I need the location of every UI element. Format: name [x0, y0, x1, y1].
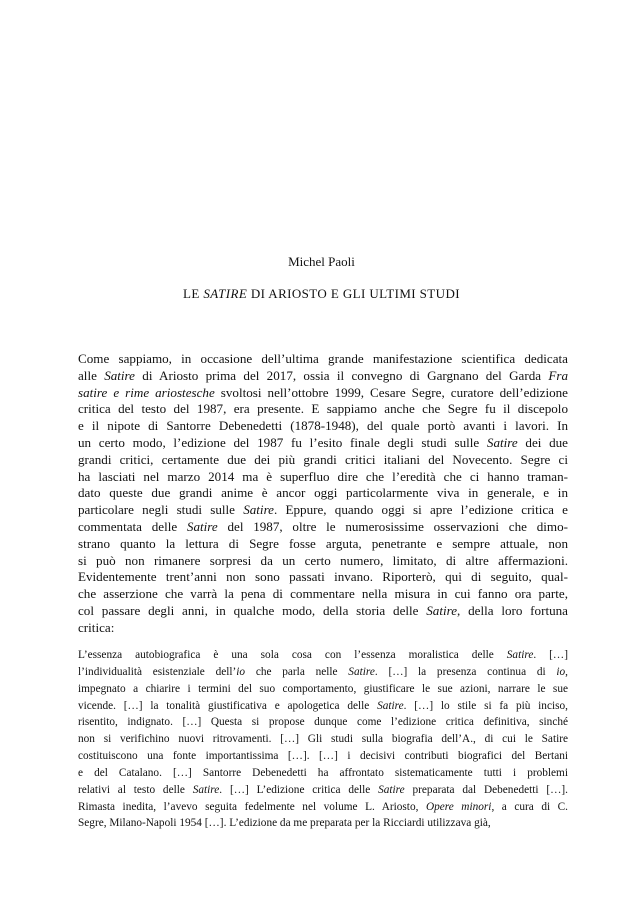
paragraph-line: grandi critici, certamente due dei più grandi critici italiani del Novecento. Segre ci — [78, 451, 568, 467]
quote-line: costituiscono una fonte importantissima […]. […] i decisivi contributi biografici del Bertani — [78, 750, 568, 763]
paragraph-line: e il nipote di Santorre Debenedetti (1878-1948), del quale portò avanti i lavori. In — [78, 418, 568, 434]
paragraph-line: Evidentemente trent’anni non sono passati invano. Riporterò, qui di seguito, qual- — [78, 569, 568, 585]
paragraph-line: col passare degli anni, in qualche modo, della storia delle Satire, della loro fortuna — [78, 602, 568, 618]
paragraph-line: ha lasciati nel marzo 2014 ma è superfluo dire che l’eredità che ci hanno traman- — [78, 468, 568, 484]
quote-line: non si verifichino nuovi ritrovamenti. […] Gli studi sulla biografia dell’A., di cui le Satire — [78, 733, 568, 746]
quote-line: risentito, indignato. […] Questa si propose dunque come l’edizione critica definitiva, sinché — [78, 716, 568, 729]
paragraph-line: critica del testo del 1987, era presente. E sappiamo anche che Segre fu il discepolo — [78, 401, 568, 417]
paragraph-line: strano quanto la lettura di Segre fosse arguta, penetrante e sempre attuale, non — [78, 535, 568, 551]
paragraph-line: dato queste due grandi anime è ancor oggi particolarmente viva in generale, e in — [78, 485, 568, 501]
quote-line: vicende. […] la tonalità giustificativa e apologetica delle Satire. […] lo stile si fa più inciso, — [78, 699, 568, 712]
paragraph-line: particolare negli studi sulle Satire. Eppure, quando oggi si apre l’edizione critica e — [78, 502, 568, 518]
paragraph-line: commentata delle Satire del 1987, oltre le numerosissime osservazioni che dimo- — [78, 518, 568, 534]
quote-line: e del Catalano. […] Santorre Debenedetti ha affrontato sistematicamente tutti i problemi — [78, 766, 568, 779]
paragraph-line: Come sappiamo, in occasione dell’ultima grande manifestazione scientifica dedicata — [78, 351, 568, 366]
title-suffix: DI ARIOSTO E GLI ULTIMI STUDI — [247, 286, 460, 301]
quote-line: impegnato a chiarire i termini del suo comportamento, giustificare le sue azioni, narrare le sue — [78, 682, 568, 695]
paragraph-line: si può non rimanere sorpresi da un certo numero, limitato, di altre affermazioni. — [78, 552, 568, 568]
paragraph-line: un certo modo, l’edizione del 1987 fu l’esito finale degli studi sulle Satire dei due — [78, 434, 568, 450]
quote-line: Rimasta inedita, l’avevo seguita fedelmente nel volume L. Ariosto, Opere minori, a cura di C. — [78, 800, 568, 813]
body-paragraph — [78, 351, 568, 637]
paragraph-line: che asserzione che varrà la pena di commentare nella misura in cui fanno ora parte, — [78, 586, 568, 602]
article-title — [0, 286, 643, 302]
quote-line: Segre, Milano-Napoli 1954 […]. L’edizione da me preparata per la Ricciardi utilizzava già, — [78, 817, 491, 830]
quote-line: L’essenza autobiografica è una sola cosa con l’essenza moralistica delle Satire. […] — [78, 649, 568, 661]
paragraph-line: critica: — [78, 619, 115, 635]
quote-line: l’individualità esistenziale dell’io che parla nelle Satire. […] la presenza continua di io, — [78, 665, 568, 678]
paragraph-line: alle Satire di Ariosto prima del 2017, ossia il convegno di Gargnano del Garda Fra — [78, 367, 568, 383]
paragraph-line: satire e rime ariostesche svoltosi nell’ottobre 1999, Cesare Segre, curatore dell’edizione — [78, 384, 568, 400]
title-italic: SATIRE — [203, 286, 248, 301]
block-quote — [78, 647, 568, 832]
title-prefix: LE — [183, 286, 204, 301]
author-name: Michel Paoli — [288, 254, 355, 269]
quote-line: relativi al testo delle Satire. […] L’edizione critica delle Satire preparata dal Debenedetti […]. — [78, 783, 568, 796]
